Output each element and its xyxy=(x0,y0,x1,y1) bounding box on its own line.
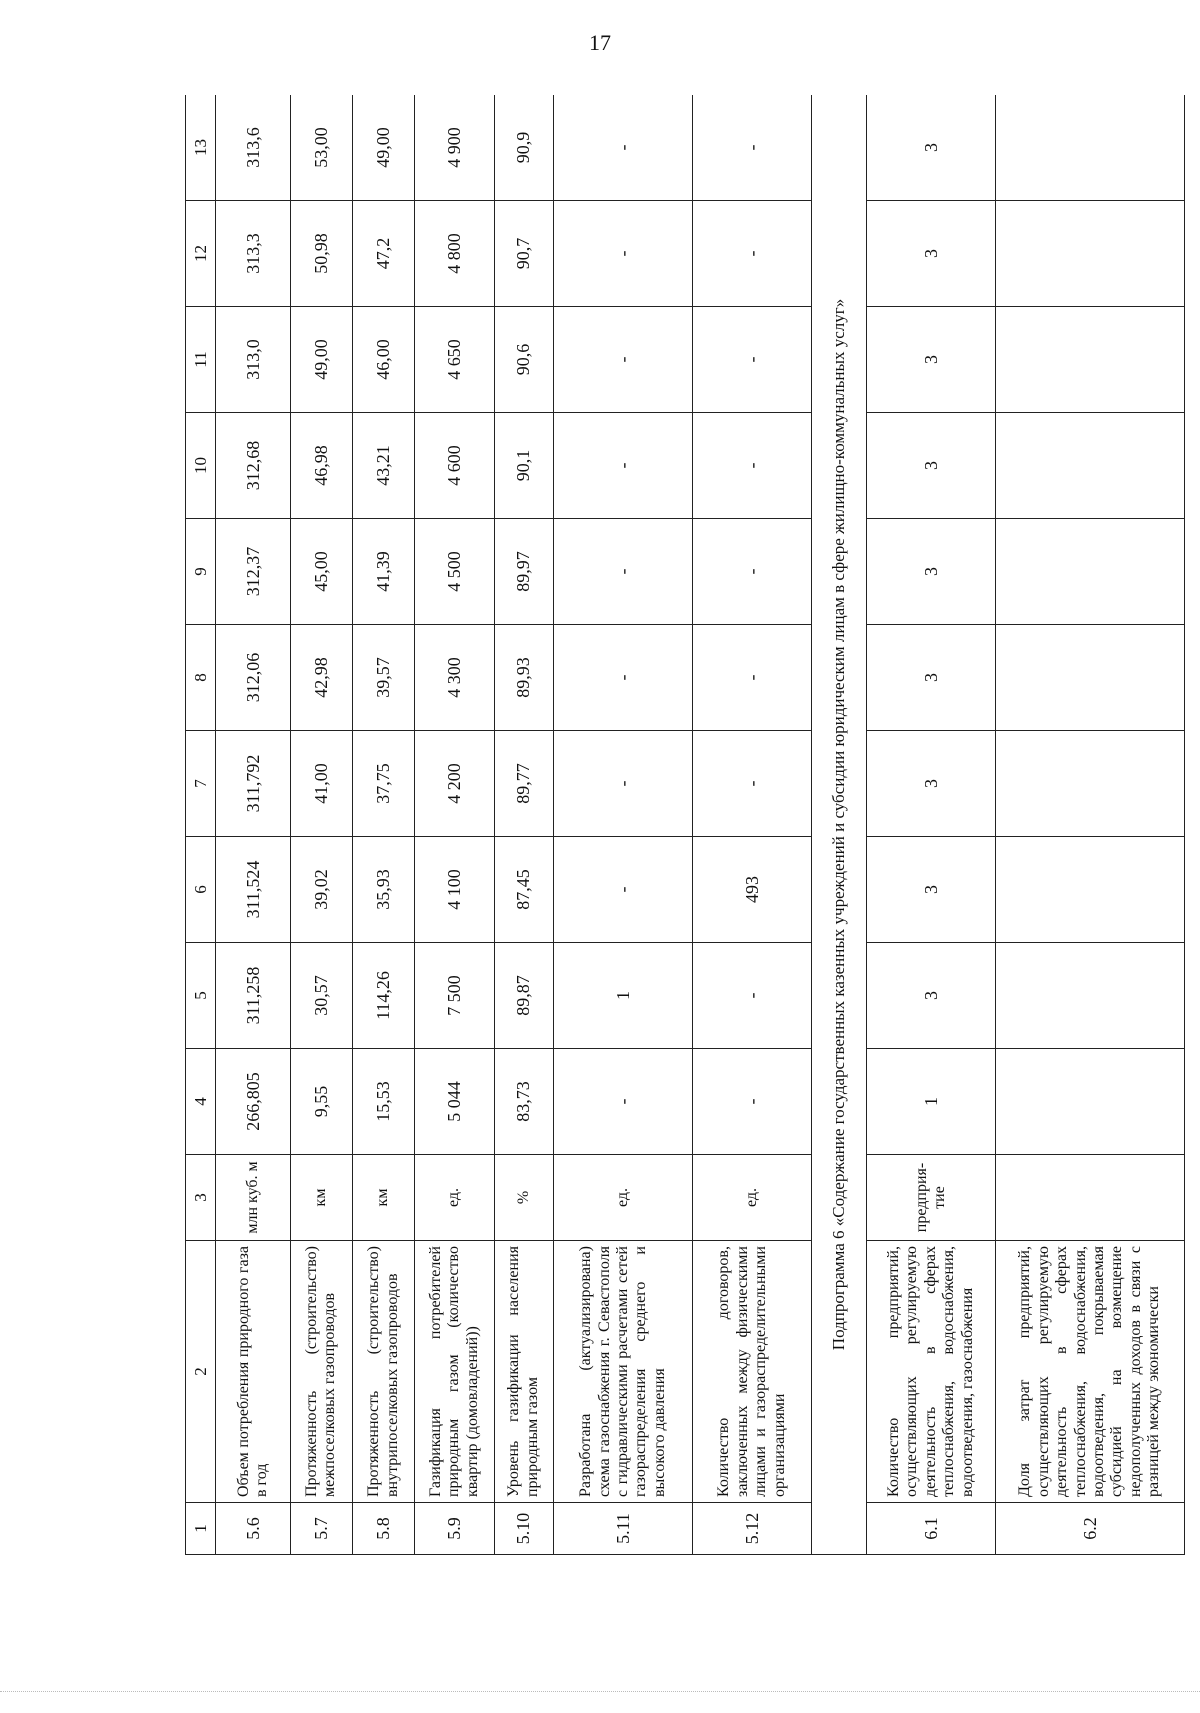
page-number: 17 xyxy=(589,30,611,55)
value-cell: 3 xyxy=(866,95,995,201)
value-cell: - xyxy=(693,95,812,201)
value-cell: 4 200 xyxy=(415,731,494,837)
unit-cell: предприя-тие xyxy=(866,1155,995,1241)
indicator-name-cell: Количество предприятий, осуществляющих регулируемую деятельность в сферах теплоснабжения, водоснабжения, водоотведения, газоснабжения xyxy=(866,1241,995,1503)
header-cell: 13 xyxy=(186,95,216,201)
indicator-name-cell: Газификация потребителей природным газом (количество квартир (домовладений)) xyxy=(415,1241,494,1503)
value-cell: 43,21 xyxy=(353,413,415,519)
header-cell: 1 xyxy=(186,1503,216,1555)
value-cell: 15,53 xyxy=(353,1049,415,1155)
value-cell: 3 xyxy=(866,519,995,625)
value-cell: 30,57 xyxy=(290,943,352,1049)
value-cell: 89,97 xyxy=(494,519,554,625)
value-cell xyxy=(996,413,1185,519)
value-cell xyxy=(996,519,1185,625)
row-number-cell: 6.1 xyxy=(866,1503,995,1555)
value-cell: 3 xyxy=(866,943,995,1049)
unit-cell: ед. xyxy=(415,1155,494,1241)
header-cell: 5 xyxy=(186,943,216,1049)
unit-cell: км xyxy=(353,1155,415,1241)
value-cell: - xyxy=(554,731,693,837)
value-cell: - xyxy=(554,1049,693,1155)
header-cell: 11 xyxy=(186,307,216,413)
value-cell: - xyxy=(693,731,812,837)
unit-cell: км xyxy=(290,1155,352,1241)
value-cell: 41,00 xyxy=(290,731,352,837)
table-row xyxy=(996,95,1185,1555)
value-cell: 3 xyxy=(866,837,995,943)
value-cell: 493 xyxy=(693,837,812,943)
value-cell: 3 xyxy=(866,307,995,413)
value-cell: 39,02 xyxy=(290,837,352,943)
row-number-cell: 5.9 xyxy=(415,1503,494,1555)
table-row xyxy=(693,95,812,1555)
value-cell: 90,9 xyxy=(494,95,554,201)
header-cell: 2 xyxy=(186,1241,216,1503)
value-cell: - xyxy=(693,943,812,1049)
value-cell: 312,68 xyxy=(216,413,290,519)
value-cell: - xyxy=(693,625,812,731)
table-row xyxy=(290,95,352,1555)
indicator-name-cell: Доля затрат предприятий, осуществляющих регулируемую деятельность в сферах теплоснабжения, водоснабжения, водоотведения, покрываемая субсидией на возмещение недополученных доходов в связи с разницей между экономически xyxy=(996,1241,1185,1503)
value-cell: 312,37 xyxy=(216,519,290,625)
value-cell: 1 xyxy=(554,943,693,1049)
row-number-cell: 5.11 xyxy=(554,1503,693,1555)
value-cell: 4 100 xyxy=(415,837,494,943)
value-cell: 114,26 xyxy=(353,943,415,1049)
value-cell: 4 900 xyxy=(415,95,494,201)
value-cell: - xyxy=(554,413,693,519)
indicators-table xyxy=(185,95,1185,1555)
value-cell: 45,00 xyxy=(290,519,352,625)
value-cell: - xyxy=(693,307,812,413)
indicator-name-cell: Протяженность (строительство) внутрипоселковых газопроводов xyxy=(353,1241,415,1503)
value-cell: 311,792 xyxy=(216,731,290,837)
value-cell: 313,6 xyxy=(216,95,290,201)
value-cell: - xyxy=(554,95,693,201)
row-number-cell: 5.7 xyxy=(290,1503,352,1555)
value-cell: - xyxy=(554,519,693,625)
value-cell xyxy=(996,943,1185,1049)
value-cell: 89,77 xyxy=(494,731,554,837)
table-row xyxy=(415,95,494,1555)
value-cell: 3 xyxy=(866,731,995,837)
value-cell: 37,75 xyxy=(353,731,415,837)
value-cell: - xyxy=(693,413,812,519)
value-cell: - xyxy=(554,625,693,731)
header-cell: 7 xyxy=(186,731,216,837)
value-cell: 90,6 xyxy=(494,307,554,413)
value-cell: 4 800 xyxy=(415,201,494,307)
row-number-cell: 6.2 xyxy=(996,1503,1185,1555)
header-row xyxy=(186,95,216,1555)
value-cell: 313,3 xyxy=(216,201,290,307)
row-number-cell: 5.10 xyxy=(494,1503,554,1555)
value-cell: 266,805 xyxy=(216,1049,290,1155)
unit-cell: млн куб. м xyxy=(216,1155,290,1241)
value-cell: 312,06 xyxy=(216,625,290,731)
header-cell: 3 xyxy=(186,1155,216,1241)
value-cell: 3 xyxy=(866,201,995,307)
value-cell: - xyxy=(554,307,693,413)
header-cell: 4 xyxy=(186,1049,216,1155)
value-cell: 53,00 xyxy=(290,95,352,201)
header-cell: 9 xyxy=(186,519,216,625)
header-cell: 10 xyxy=(186,413,216,519)
unit-cell: % xyxy=(494,1155,554,1241)
value-cell: 4 600 xyxy=(415,413,494,519)
value-cell: 49,00 xyxy=(353,95,415,201)
value-cell: 3 xyxy=(866,625,995,731)
subprogram-row xyxy=(812,95,867,1555)
value-cell: - xyxy=(693,519,812,625)
value-cell: 7 500 xyxy=(415,943,494,1049)
value-cell: 46,98 xyxy=(290,413,352,519)
row-number-cell: 5.6 xyxy=(216,1503,290,1555)
table-row xyxy=(353,95,415,1555)
subprogram-title: Подпрограмма 6 «Содержание государственных казенных учреждений и субсидии юридическим лицам в сфере жилищно-коммунальных услуг» xyxy=(812,95,867,1555)
indicator-name-cell: Уровень газификации населения природным газом xyxy=(494,1241,554,1503)
value-cell: 313,0 xyxy=(216,307,290,413)
row-number-cell: 5.12 xyxy=(693,1503,812,1555)
row-number-cell: 5.8 xyxy=(353,1503,415,1555)
value-cell: 3 xyxy=(866,413,995,519)
table-row xyxy=(216,95,290,1555)
value-cell: 83,73 xyxy=(494,1049,554,1155)
header-cell: 6 xyxy=(186,837,216,943)
unit-cell: ед. xyxy=(554,1155,693,1241)
unit-cell xyxy=(996,1155,1185,1241)
table-row xyxy=(554,95,693,1555)
value-cell: 4 300 xyxy=(415,625,494,731)
value-cell: 46,00 xyxy=(353,307,415,413)
value-cell: 49,00 xyxy=(290,307,352,413)
value-cell: 9,55 xyxy=(290,1049,352,1155)
value-cell xyxy=(996,95,1185,201)
value-cell: - xyxy=(554,837,693,943)
value-cell: - xyxy=(693,201,812,307)
value-cell: 87,45 xyxy=(494,837,554,943)
scan-edge xyxy=(0,1691,1200,1693)
table-row xyxy=(494,95,554,1555)
indicator-name-cell: Количество договоров, заключенных между физическими лицами и газораспределительными организациями xyxy=(693,1241,812,1503)
value-cell: 47,2 xyxy=(353,201,415,307)
value-cell: 89,87 xyxy=(494,943,554,1049)
header-cell: 12 xyxy=(186,201,216,307)
value-cell: - xyxy=(554,201,693,307)
value-cell: 35,93 xyxy=(353,837,415,943)
indicator-name-cell: Разработана (актуализирована) схема газоснабжения г. Севастополя с гидравлическими расчетами сетей газораспределения среднего и высокого давления xyxy=(554,1241,693,1503)
value-cell: 39,57 xyxy=(353,625,415,731)
value-cell: 41,39 xyxy=(353,519,415,625)
value-cell xyxy=(996,1049,1185,1155)
value-cell: 1 xyxy=(866,1049,995,1155)
value-cell: 50,98 xyxy=(290,201,352,307)
unit-cell: ед. xyxy=(693,1155,812,1241)
value-cell xyxy=(996,307,1185,413)
header-cell: 8 xyxy=(186,625,216,731)
indicator-name-cell: Протяженность (строительство) межпоселковых газопроводов xyxy=(290,1241,352,1503)
value-cell: 311,258 xyxy=(216,943,290,1049)
rotated-table-container xyxy=(185,95,1185,1555)
value-cell xyxy=(996,201,1185,307)
indicator-name-cell: Объем потребления природного газа в год xyxy=(216,1241,290,1503)
rotated-table xyxy=(185,95,1185,1555)
value-cell: 89,93 xyxy=(494,625,554,731)
value-cell xyxy=(996,837,1185,943)
value-cell xyxy=(996,625,1185,731)
value-cell: 4 650 xyxy=(415,307,494,413)
table-row xyxy=(866,95,995,1555)
value-cell xyxy=(996,731,1185,837)
value-cell: 311,524 xyxy=(216,837,290,943)
value-cell: 90,1 xyxy=(494,413,554,519)
value-cell: 42,98 xyxy=(290,625,352,731)
value-cell: - xyxy=(693,1049,812,1155)
value-cell: 90,7 xyxy=(494,201,554,307)
value-cell: 4 500 xyxy=(415,519,494,625)
value-cell: 5 044 xyxy=(415,1049,494,1155)
